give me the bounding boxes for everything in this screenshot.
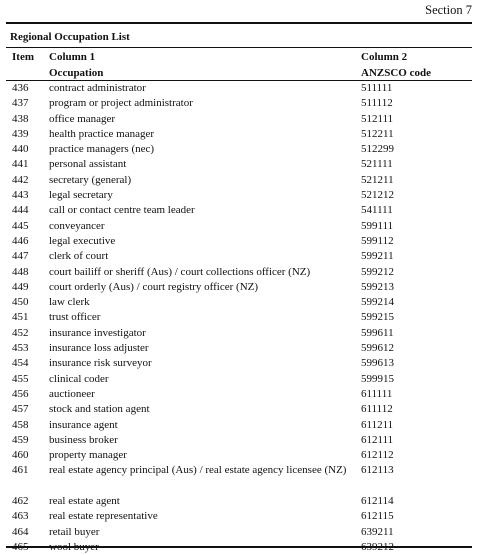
row-anzsco-code: 512211 xyxy=(361,127,394,140)
row-anzsco-code: 511112 xyxy=(361,97,393,110)
table-row xyxy=(0,356,486,371)
row-occupation: call or contact centre team leader xyxy=(49,204,195,217)
row-occupation: trust officer xyxy=(49,311,101,324)
row-item-number: 436 xyxy=(12,82,29,94)
table-row xyxy=(0,142,486,157)
row-item-number: 440 xyxy=(12,143,29,156)
row-occupation: real estate representative xyxy=(49,510,158,523)
row-item-number: 439 xyxy=(12,127,29,140)
row-item-number: 464 xyxy=(12,525,29,538)
row-item-number: 450 xyxy=(12,296,29,309)
row-anzsco-code: 512299 xyxy=(361,143,394,156)
header-occupation: Occupation xyxy=(49,67,104,79)
row-anzsco-code: 599613 xyxy=(361,357,394,370)
row-item-number: 454 xyxy=(12,357,29,370)
row-item-number: 437 xyxy=(12,97,29,110)
row-occupation: contract administrator xyxy=(49,82,146,94)
row-item-number: 455 xyxy=(12,372,29,385)
row-anzsco-code: 599111 xyxy=(361,219,394,232)
row-anzsco-code: 611111 xyxy=(361,387,393,400)
row-anzsco-code: 599612 xyxy=(361,342,394,355)
header-item: Item xyxy=(12,51,34,63)
table-row xyxy=(0,341,486,356)
table-row xyxy=(0,188,486,203)
row-occupation: retail buyer xyxy=(49,525,100,538)
section-label: Section 7 xyxy=(425,3,472,17)
row-item-number: 443 xyxy=(12,189,29,202)
row-occupation: insurance risk surveyor xyxy=(49,357,152,370)
row-occupation: clerk of court xyxy=(49,250,109,263)
row-occupation: practice managers (nec) xyxy=(49,143,155,156)
row-anzsco-code: 599112 xyxy=(361,234,394,247)
row-occupation: law clerk xyxy=(49,296,90,309)
table-row xyxy=(0,96,486,111)
table-row xyxy=(0,295,486,310)
row-occupation: office manager xyxy=(49,112,116,125)
row-anzsco-code: 521211 xyxy=(361,173,394,186)
table-row xyxy=(0,433,486,448)
header-column1: Column 1 xyxy=(49,51,96,63)
row-anzsco-code: 599915 xyxy=(361,372,394,385)
row-item-number: 457 xyxy=(12,403,29,416)
row-anzsco-code: 612114 xyxy=(361,495,394,508)
row-anzsco-code: 512111 xyxy=(361,112,394,125)
table-row xyxy=(0,249,486,264)
table-row xyxy=(0,525,486,540)
row-occupation: legal executive xyxy=(49,234,116,247)
row-occupation: conveyancer xyxy=(49,219,105,232)
row-item-number: 441 xyxy=(12,158,29,171)
row-occupation: business broker xyxy=(49,433,118,446)
row-item-number: 442 xyxy=(12,173,29,186)
row-item-number: 449 xyxy=(12,280,29,293)
header-anzsco-code: ANZSCO code xyxy=(361,67,431,79)
header-column2: Column 2 xyxy=(361,51,408,63)
table-row xyxy=(0,463,486,494)
row-occupation: clinical coder xyxy=(49,372,109,385)
table-row xyxy=(0,326,486,341)
row-occupation: real estate agent xyxy=(49,495,120,508)
row-anzsco-code: 612115 xyxy=(361,510,394,523)
row-occupation: insurance loss adjuster xyxy=(49,342,149,355)
row-anzsco-code: 639211 xyxy=(361,525,394,538)
row-occupation: property manager xyxy=(49,449,127,462)
row-item-number: 461 xyxy=(12,464,29,477)
table-row xyxy=(0,372,486,387)
row-anzsco-code: 599213 xyxy=(361,280,394,293)
row-item-number: 462 xyxy=(12,495,29,508)
row-item-number: 446 xyxy=(12,234,29,247)
row-occupation: legal secretary xyxy=(49,189,113,202)
table-row xyxy=(0,173,486,188)
table-row xyxy=(0,219,486,234)
top-rule xyxy=(6,22,472,24)
row-anzsco-code: 599215 xyxy=(361,311,394,324)
row-occupation: court orderly (Aus) / court registry officer (NZ) xyxy=(49,280,259,293)
table-row xyxy=(0,310,486,325)
row-anzsco-code: 612111 xyxy=(361,433,394,446)
row-item-number: 453 xyxy=(12,342,29,355)
row-anzsco-code: 599212 xyxy=(361,265,394,278)
row-item-number: 445 xyxy=(12,219,29,232)
table-row xyxy=(0,418,486,433)
row-anzsco-code: 611112 xyxy=(361,403,393,416)
row-anzsco-code: 599214 xyxy=(361,296,394,309)
row-anzsco-code: 612112 xyxy=(361,449,394,462)
row-occupation: insurance agent xyxy=(49,418,118,431)
row-anzsco-code: 612113 xyxy=(361,464,394,477)
table-row xyxy=(0,265,486,280)
row-item-number: 460 xyxy=(12,449,29,462)
row-occupation: insurance investigator xyxy=(49,326,146,339)
row-anzsco-code: 541111 xyxy=(361,204,393,217)
table-row xyxy=(0,280,486,295)
row-item-number: 459 xyxy=(12,433,29,446)
row-occupation: auctioneer xyxy=(49,387,95,400)
row-anzsco-code: 521212 xyxy=(361,189,394,202)
row-item-number: 444 xyxy=(12,204,29,217)
row-occupation: program or project administrator xyxy=(49,97,193,110)
table-row xyxy=(0,81,486,96)
row-item-number: 452 xyxy=(12,326,29,339)
row-occupation: secretary (general) xyxy=(49,173,132,186)
table-row xyxy=(0,234,486,249)
row-item-number: 456 xyxy=(12,387,29,400)
table-row xyxy=(0,203,486,218)
row-anzsco-code: 611211 xyxy=(361,418,394,431)
row-anzsco-code: 599211 xyxy=(361,250,394,263)
row-occupation: stock and station agent xyxy=(49,403,150,416)
row-anzsco-code: 521111 xyxy=(361,158,393,171)
row-item-number: 463 xyxy=(12,510,29,523)
table-row xyxy=(0,157,486,172)
row-anzsco-code: 599611 xyxy=(361,326,394,339)
table-row xyxy=(0,509,486,524)
row-item-number: 448 xyxy=(12,265,29,278)
table-row xyxy=(0,448,486,463)
row-occupation: court bailiff or sheriff (Aus) / court collections officer (NZ) xyxy=(49,265,311,278)
table-row xyxy=(0,387,486,402)
row-occupation: personal assistant xyxy=(49,158,127,171)
row-item-number: 438 xyxy=(12,112,29,125)
table-row xyxy=(0,494,486,509)
row-occupation: real estate agency principal (Aus) / real estate agency licensee (NZ) xyxy=(49,464,347,477)
row-item-number: 451 xyxy=(12,311,29,324)
title-rule xyxy=(6,47,472,48)
bottom-rule xyxy=(6,546,472,548)
row-occupation: health practice manager xyxy=(49,127,155,140)
table-row xyxy=(0,402,486,417)
table-row xyxy=(0,112,486,127)
occupation-table xyxy=(0,81,486,555)
row-item-number: 447 xyxy=(12,250,29,263)
table-row xyxy=(0,127,486,142)
row-anzsco-code: 511111 xyxy=(361,82,393,94)
list-title: Regional Occupation List xyxy=(10,31,130,43)
row-item-number: 458 xyxy=(12,418,29,431)
